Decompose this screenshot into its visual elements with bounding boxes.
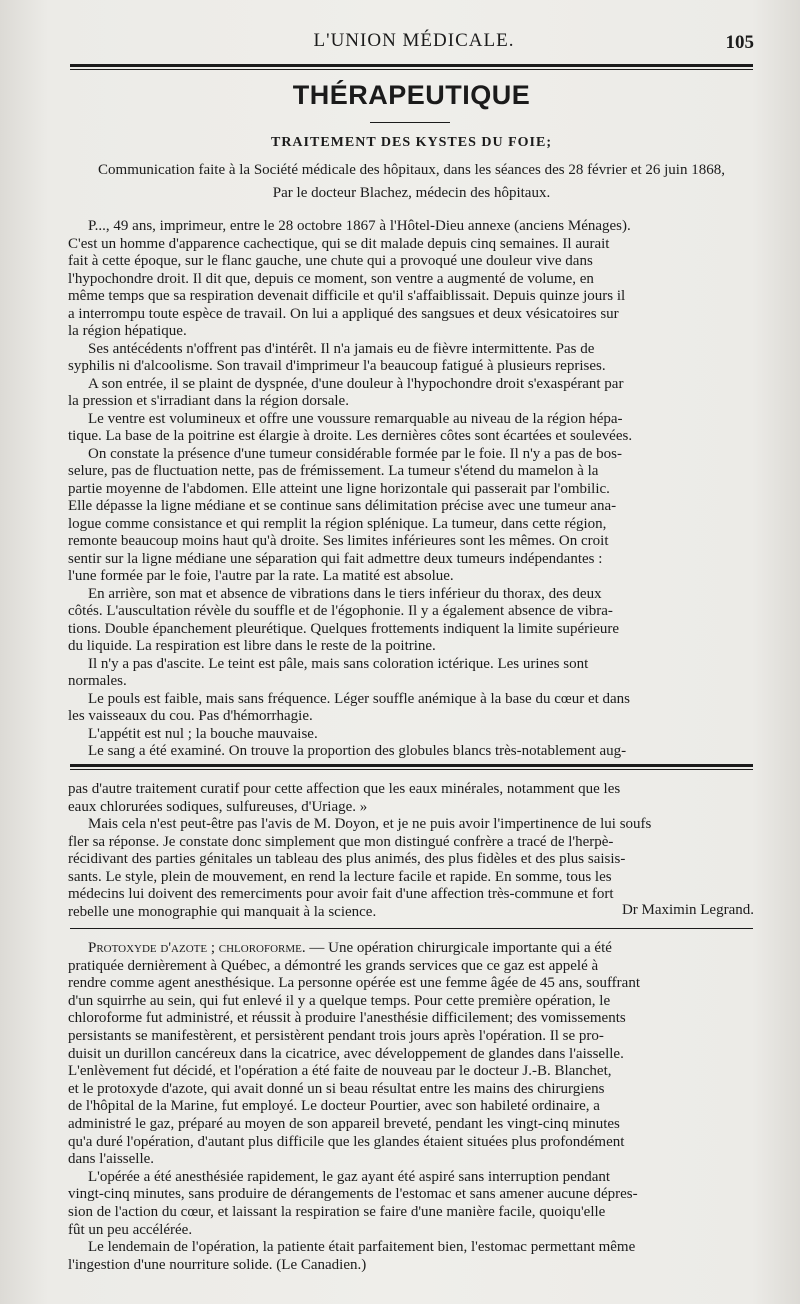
protoxyde-body-line: chloroforme fut administré, et réussit à produire l'anesthésie difficilement; des vomissements: [68, 1010, 626, 1027]
protoxyde-body-line: vingt-cinq minutes, sans produire de dérangements de l'estomac et sans amener aucune dépres-: [68, 1186, 638, 1203]
protoxyde-body-line: L'enlèvement fut décidé, et l'opération a été faite de nouveau par le docteur J.-B. Blanchet,: [68, 1063, 612, 1080]
article-body-line: L'appétit est nul ; la bouche mauvaise.: [88, 725, 318, 742]
article-body-line: En arrière, son mat et absence de vibrations dans le tiers inférieur du thorax, des deux: [88, 585, 602, 602]
section-title: THÉRAPEUTIQUE: [292, 80, 531, 110]
article-body-line: On constate la présence d'une tumeur considérable formée par le foie. Il n'y a pas de bos-: [88, 445, 622, 462]
protoxyde-body-line: et le protoxyde d'azote, qui avait donné un si beau résultat entre les mains des chirurgiens: [68, 1080, 605, 1097]
article-body-line: Elle dépasse la ligne médiane et se continue sans délimitation précise avec une tumeur ana-: [68, 498, 617, 514]
footer-rule-thick: [70, 764, 753, 767]
protoxyde-body-line: L'opérée a été anesthésiée rapidement, le gaz ayant été aspiré sans interruption pendant: [88, 1168, 611, 1185]
article-body-line: les vaisseaux du cou. Pas d'hémorrhagie.: [68, 708, 313, 724]
author-line: Par le docteur Blachez, médecin des hôpitaux.: [272, 185, 551, 201]
protoxyde-heading: Protoxyde d'azote ; chloroforme.: [88, 940, 306, 956]
article-body-line: partie moyenne de l'abdomen. Elle atteint une ligne horizontale qui passerait par l'ombilic.: [68, 480, 610, 497]
article-title: TRAITEMENT DES KYSTES DU FOIE;: [270, 135, 553, 150]
review-body-line: Mais cela n'est peut-être pas l'avis de M. Doyon, et je ne puis avoir l'impertinence de lui soufs: [88, 816, 652, 832]
article-body-line: l'hypochondre droit. Il dit que, depuis ce moment, son ventre a augmenté de volume, en: [68, 270, 594, 287]
article-body-line: fait à cette époque, sur le flanc gauche, une chute qui a provoqué une douleur vive dans: [68, 253, 593, 269]
article-body-line: du liquide. La respiration est libre dans le reste de la poitrine.: [68, 638, 436, 654]
protoxyde-body-line: persistants se manifestèrent, et persistèrent pendant trois jours après l'opération. Il se pro-: [68, 1028, 604, 1044]
header-rule-thin: [70, 69, 753, 70]
protoxyde-body-line: d'un squirrhe au sein, qui fut enlevé il y a quelque temps. Pour cette première opération, le: [68, 992, 611, 1009]
protoxyde-body-line: Protoxyde d'azote ; chloroforme. — Une opération chirurgicale importante qui a été: [88, 940, 612, 956]
article-body-line: selure, pas de fluctuation nette, pas de frémissement. La tumeur s'étend du mamelon à la: [68, 463, 599, 479]
protoxyde-body-line: pratiquée dernièrement à Québec, a démontré les grands services que ce gaz est appelé à: [68, 957, 599, 974]
article-body-line: remonte beaucoup moins haut qu'à droite. Ses limites inférieures sont les mêmes. On croit: [68, 533, 609, 549]
review-body-line: médecins lui doivent des remerciments pour avoir fait d'une affection très-commune et fort: [68, 886, 614, 902]
protoxyde-body-line: dans l'aisselle.: [68, 1151, 155, 1168]
article-body-line: même temps que sa respiration devenait difficile et qu'il s'affaiblissait. Depuis quinze jours il: [68, 288, 626, 304]
header-rule-thick: [70, 64, 753, 67]
article-body-line: C'est un homme d'apparence cachectique, qui se dit malade depuis cinq semaines. Il aurait: [68, 235, 610, 252]
article-body-line: Ses antécédents n'offrent pas d'intérêt. Il n'a jamais eu de fièvre intermittente. Pas de: [88, 340, 595, 357]
communication-line: Communication faite à la Société médicale des hôpitaux, dans les séances des 28 février et 26 juin 1868,: [98, 162, 725, 178]
title-divider: [370, 122, 450, 123]
protoxyde-body-line: duisit un durillon cancéreux dans la cicatrice, avec développement de glandes dans l'aisselle.: [68, 1045, 624, 1062]
review-body-line: fler sa réponse. Je constate donc simplement que mon distingué confrère a tracé de l'herpè-: [68, 833, 614, 850]
article-body-line: A son entrée, il se plaint de dyspnée, d'une douleur à l'hypochondre droit s'exaspérant par: [88, 375, 624, 392]
article-body-line: la région hépatique.: [68, 323, 187, 339]
article-body-line: Il n'y a pas d'ascite. Le teint est pâle, mais sans coloration ictérique. Les urines sont: [88, 655, 589, 672]
protoxyde-body-line: rendre comme agent anesthésique. La personne opérée est une femme âgée de 45 ans, souffrant: [68, 975, 640, 992]
article-body-line: a interrompu toute espèce de travail. On lui a appliqué des sangsues et deux vésicatoires sur: [68, 305, 619, 322]
article-body-line: l'une formée par le foie, l'autre par la rate. La matité est absolue.: [68, 568, 454, 584]
page-header: [70, 30, 758, 60]
signature: Dr Maximin Legrand.: [621, 902, 754, 918]
review-body-line: pas d'autre traitement curatif pour cette affection que les eaux minérales, notamment que les: [68, 781, 621, 797]
page-number: 105: [725, 32, 754, 53]
article-body-line: côtés. L'auscultation révèle du souffle et de l'égophonie. Il y a également absence de vibra-: [68, 603, 613, 619]
separator-rule: [70, 928, 753, 929]
article-body-line: normales.: [68, 673, 127, 689]
protoxyde-body-line: l'ingestion d'une nourriture solide. (Le Canadien.): [68, 1256, 367, 1273]
protoxyde-body-line: fût un peu accélérée.: [68, 1221, 193, 1238]
review-body-line: sants. Le style, plein de mouvement, en rend la lecture facile et rapide. En somme, tous les: [68, 868, 612, 885]
protoxyde-body-line: sion de l'action du cœur, et laissant la respiration se faire d'une manière facile, quoiqu'elle: [68, 1204, 606, 1220]
article-body-line: P..., 49 ans, imprimeur, entre le 28 octobre 1867 à l'Hôtel-Dieu annexe (anciens Ménages).: [88, 218, 631, 234]
article-body-line: logue comme consistance et qui remplit la région splénique. La tumeur, dans cette région,: [68, 515, 607, 532]
article-body-line: tique. La base de la poitrine est élargie à droite. Les dernières côtes sont écartées et soulevées.: [68, 428, 633, 444]
review-body-line: récidivant des parties génitales un tableau des plus animés, des plus fidèles et des plus saisis-: [68, 851, 626, 867]
review-body-line: rebelle une monographie qui manquait à la science.: [68, 903, 377, 920]
article-body-line: Le sang a été examiné. On trouve la proportion des globules blancs très-notablement aug-: [88, 743, 627, 759]
article-body-line: Le pouls est faible, mais sans fréquence. Léger souffle anémique à la base du cœur et dans: [88, 690, 631, 707]
article-body-line: la pression et s'irradiant dans la région dorsale.: [68, 393, 349, 409]
article-body-line: syphilis ni d'alcoolisme. Son travail d'imprimeur l'a beaucoup fatigué à plusieurs reprises.: [68, 358, 606, 374]
protoxyde-body-line: qu'a duré l'opération, d'autant plus difficile que les glandes étaient situées plus profondément: [68, 1133, 625, 1150]
protoxyde-body-line: administré le gaz, préparé au moyen de son appareil breveté, pendant les vingt-cinq minutes: [68, 1116, 620, 1132]
footer-rule-thin: [70, 769, 753, 770]
article-body-line: Le ventre est volumineux et offre une voussure remarquable au niveau de la région hépa-: [88, 410, 623, 427]
article-body-line: tions. Double épanchement pleurétique. Quelques frottements indiquent la limite supérieure: [68, 620, 620, 637]
protoxyde-body-line: de l'hôpital de la Marine, fut employé. Le docteur Pourtier, avec son habileté ordinaire, a: [68, 1098, 600, 1115]
review-body-line: eaux chlorurées sodiques, sulfureuses, d'Uriage. »: [68, 798, 368, 815]
running-title: L'UNION MÉDICALE.: [313, 30, 515, 51]
article-body-line: sentir sur la ligne médiane une séparation qui fait admettre deux tumeurs indépendantes :: [68, 550, 603, 567]
protoxyde-body-line: Le lendemain de l'opération, la patiente était parfaitement bien, l'estomac permettant même: [88, 1239, 636, 1256]
